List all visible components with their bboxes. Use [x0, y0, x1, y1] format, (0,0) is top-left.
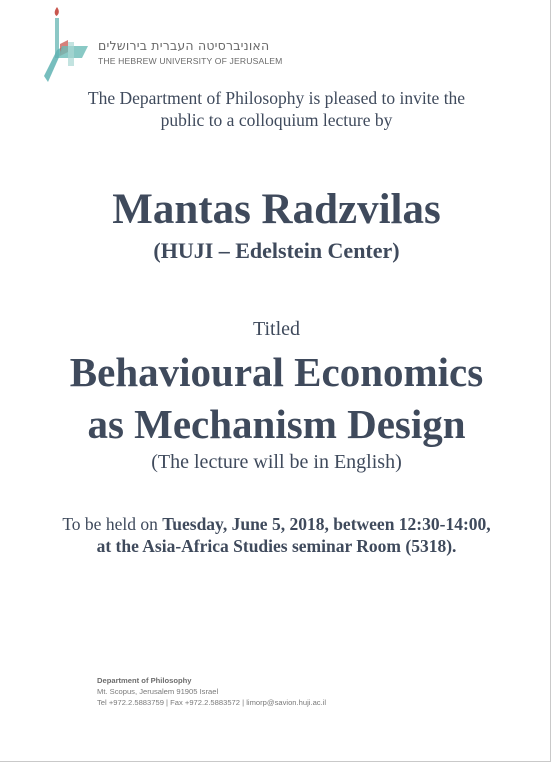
invitation-line-1: The Department of Philosophy is pleased to invite the: [87, 88, 466, 108]
university-wordmark: [98, 38, 282, 66]
footer-department: Department of Philosophy: [97, 676, 192, 685]
lecture-title-line-1: Behavioural Economics: [69, 349, 484, 395]
footer-contact: [97, 675, 326, 708]
speaker-name: Mantas Radzvilas: [112, 186, 441, 233]
lecture-title-line-2: as Mechanism Design: [87, 401, 466, 447]
event-when-line: [0, 513, 553, 535]
footer-address: Mt. Scopus, Jerusalem 91905 Israel: [97, 687, 219, 696]
titled-label: Titled: [252, 318, 301, 340]
event-where-line: [0, 535, 553, 557]
hebrew-university-logo-icon: [44, 6, 92, 84]
speaker-affiliation: (HUJI – Edelstein Center): [153, 238, 400, 263]
university-name-english: THE HEBREW UNIVERSITY OF JERUSALEM: [98, 56, 283, 66]
footer-contact-line: Tel +972.2.5883759 | Fax +972.2.5883572 | limorp@savion.huji.ac.il: [97, 698, 327, 707]
language-note: (The lecture will be in English): [151, 451, 402, 473]
invitation-line-2: public to a colloquium lecture by: [160, 110, 393, 130]
event-details: [0, 513, 553, 557]
lecture-title: [0, 346, 553, 450]
university-name-hebrew: האוניברסיטה העברית בירושלים: [98, 38, 270, 53]
details-prefix: To be held on: [62, 514, 163, 534]
invitation-text: [0, 87, 553, 131]
event-location: at the Asia-Africa Studies seminar Room (5318).: [96, 536, 457, 556]
event-datetime: Tuesday, June 5, 2018, between 12:30-14:00,: [162, 514, 491, 534]
